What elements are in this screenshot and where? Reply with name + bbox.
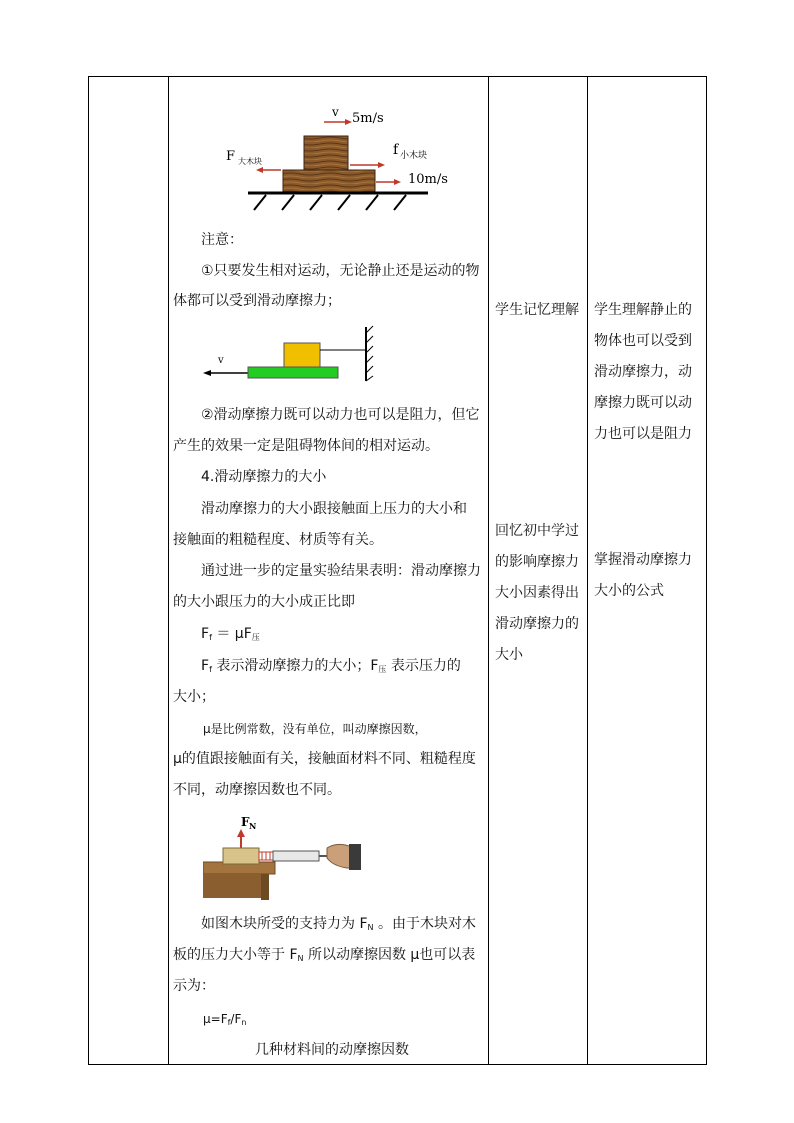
point2-line2: 产生的效果一定是阻碍物体间的相对运动。 xyxy=(173,438,439,454)
student-activity-2-line: 的影响摩擦力 xyxy=(495,554,579,570)
design-intent-1-line: 学生理解静止的 xyxy=(594,302,692,318)
table-col-border-2 xyxy=(168,76,169,1064)
formula1 xyxy=(201,624,260,648)
student-activity-1 xyxy=(495,295,603,326)
para3-end: 表示压力的 xyxy=(386,658,461,674)
para4-line1: μ是比例常数，没有单位，叫动摩擦因数， xyxy=(203,722,427,736)
fig3-force-sub: N xyxy=(249,821,257,831)
yellow-block xyxy=(284,343,320,367)
formula2-sub2: n xyxy=(241,1018,247,1027)
fig1-f-right-label: f xyxy=(393,142,399,158)
para3-line2: 大小； xyxy=(173,689,215,705)
para2-line1: 通过进一步的定量实验结果表明：滑动摩擦力 xyxy=(201,563,481,579)
spring-scale xyxy=(273,851,319,861)
design-intent-1 xyxy=(594,295,702,450)
student-activity-2-line: 大小因素得出 xyxy=(495,585,579,601)
table-col-border-5 xyxy=(706,76,707,1064)
design-intent-2 xyxy=(594,545,702,607)
fig3-force-label: F xyxy=(241,815,250,829)
student-activity-2-line: 大小 xyxy=(495,647,523,663)
design-intent-2-line: 大小的公式 xyxy=(594,583,664,599)
wood-block xyxy=(223,848,259,864)
formula1-eq: ＝ μF xyxy=(211,626,252,642)
formula1-main: F xyxy=(201,626,210,642)
para5-line2a: 板的压力大小等于 F xyxy=(173,947,298,963)
fig1-f-right-sub: 小木块 xyxy=(400,151,428,161)
para1-line1: 滑动摩擦力的大小跟接触面上压力的大小和 xyxy=(201,501,467,517)
fig1-v-label: v xyxy=(332,105,339,119)
spring-scale-figure xyxy=(203,810,361,900)
fig1-f-left-sub: 大木块 xyxy=(238,157,262,166)
para5-line1a: 如图木块所受的支持力为 F xyxy=(201,916,368,932)
table-top-border xyxy=(88,76,707,77)
formula1-sub: f xyxy=(209,633,212,642)
design-intent-1-line: 物体也可以受到 xyxy=(594,333,692,349)
small-wood-block xyxy=(304,136,348,170)
para3-sub2: 压 xyxy=(378,665,387,674)
formula2-sub1: f xyxy=(227,1018,231,1027)
para5-line2-sub: N xyxy=(297,954,304,963)
fig2-v-label: v xyxy=(218,355,224,366)
table-col-border-1 xyxy=(88,76,89,1064)
para4-line2: μ的值跟接触面有关，接触面材料不同、粗糙程度 xyxy=(173,751,476,767)
design-intent-1-line: 力也可以是阻力 xyxy=(594,426,692,442)
section4-title: 4.滑动摩擦力的大小 xyxy=(201,469,327,485)
formula2 xyxy=(203,1009,246,1033)
design-intent-1-line: 滑动摩擦力，动 xyxy=(594,364,692,380)
para1-line2: 接触面的粗糙程度、材质等有关。 xyxy=(173,532,383,548)
fig1-f-left-label: F xyxy=(226,149,236,164)
point1-line2: 体都可以受到滑动摩擦力； xyxy=(173,293,341,309)
formula2-a: μ=F xyxy=(203,1012,228,1026)
para5-line1b: 。由于木块对木 xyxy=(373,916,476,932)
para5-line1 xyxy=(201,914,476,938)
para3-line1 xyxy=(201,656,461,680)
table-col-border-3 xyxy=(488,76,489,1064)
para3-mid: 表示滑动摩擦力的大小；F xyxy=(211,658,379,674)
para5-line2 xyxy=(173,945,475,969)
para4-line3: 不同，动摩擦因数也不同。 xyxy=(173,782,341,798)
para3-main: F xyxy=(201,658,210,674)
student-activity-2 xyxy=(495,516,603,671)
para5-line3: 示为： xyxy=(173,978,215,994)
design-intent-2-line: 掌握滑动摩擦力 xyxy=(594,552,692,568)
point2-line1: ②滑动摩擦力既可以动力也可以是阻力，但它 xyxy=(201,407,480,423)
student-activity-1-text: 学生记忆理解 xyxy=(495,302,579,318)
large-wood-block xyxy=(283,170,375,192)
student-activity-2-line: 回忆初中学过 xyxy=(495,523,579,539)
point1-line1: ①只要发生相对运动，无论静止还是运动的物 xyxy=(201,263,480,279)
student-activity-2-line: 滑动摩擦力的 xyxy=(495,616,579,632)
table-bottom-border xyxy=(88,1064,707,1065)
green-board xyxy=(248,367,338,378)
block-on-board-figure xyxy=(198,325,378,385)
notice-title: 注意： xyxy=(201,232,243,248)
formula2-b: /F xyxy=(230,1012,242,1026)
stacked-blocks-figure xyxy=(200,100,450,215)
para2-line2: 的大小跟压力的大小成正比即 xyxy=(173,594,355,610)
design-intent-1-line: 摩擦力既可以动 xyxy=(594,395,692,411)
fig1-v-value: 5m/s xyxy=(352,111,384,126)
table-caption: 几种材料间的动摩擦因数 xyxy=(255,1042,409,1058)
para3-sub: f xyxy=(209,665,212,674)
para5-line1-sub: N xyxy=(367,923,374,932)
para5-line2b: 所以动摩擦因数 μ也可以表 xyxy=(303,947,476,963)
formula1-sub2: 压 xyxy=(251,633,260,642)
fig1-bottom-speed: 10m/s xyxy=(408,172,448,187)
